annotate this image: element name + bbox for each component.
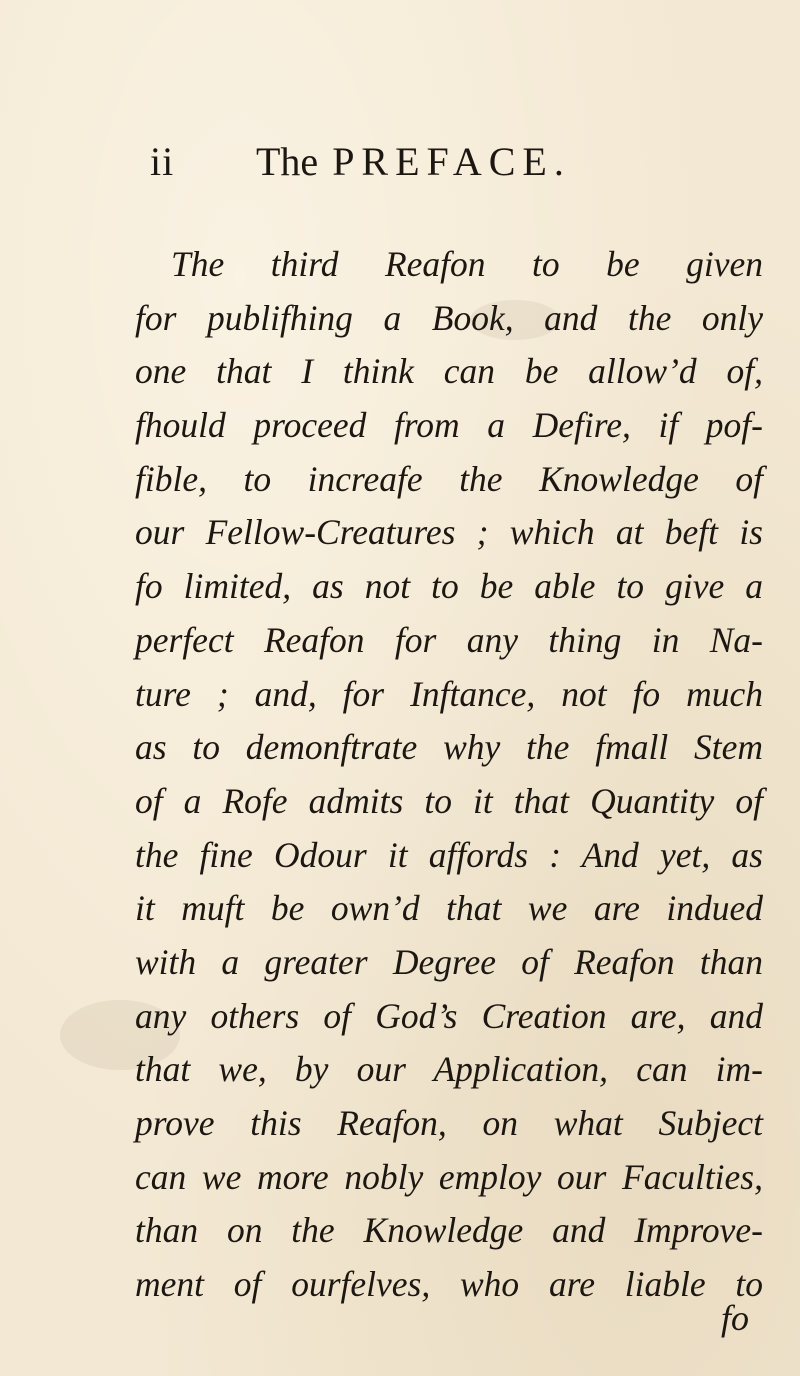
running-title-preface: PREFACE.	[332, 139, 571, 184]
page-number: ii	[150, 139, 175, 184]
text-line: The third Reafon to be given	[171, 244, 763, 284]
text-line: our Fellow-Creatures ; which at beft is	[135, 512, 763, 553]
text-line: fhould proceed from a Defire, if pof-	[135, 405, 763, 446]
text-line: it muft be own’d that we are indued	[135, 888, 763, 929]
text-line: one that I think can be allow’d of,	[135, 351, 763, 392]
running-title	[256, 139, 571, 184]
running-title-the: The	[256, 139, 319, 184]
text-line: than on the Knowledge and Improve-	[135, 1210, 763, 1251]
text-line: that we, by our Application, can im-	[135, 1049, 763, 1090]
text-line: the fine Odour it affords : And yet, as	[135, 834, 763, 875]
text-line: with a greater Degree of Reafon than	[135, 941, 763, 982]
catchword: fo	[721, 1298, 750, 1338]
text-line: can we more nobly employ our Faculties,	[135, 1156, 763, 1197]
text-line: ture ; and, for Inftance, not fo much	[135, 673, 763, 714]
text-line: perfect Reafon for any thing in Na-	[135, 619, 763, 660]
text-line: of a Rofe admits to it that Quantity of	[135, 780, 763, 821]
preface-body	[135, 238, 763, 1312]
running-header	[150, 139, 750, 192]
text-line: fo limited, as not to be able to give a	[135, 566, 763, 607]
text-line: prove this Reafon, on what Subject	[135, 1103, 763, 1143]
text-line: for publifhing a Book, and the only	[135, 297, 763, 338]
text-line: any others of God’s Creation are, and	[135, 995, 763, 1036]
text-line: ment of ourfelves, who are liable to	[135, 1264, 763, 1305]
text-line: fible, to increafe the Knowledge of	[135, 458, 763, 499]
text-line: as to demonftrate why the fmall Stem	[135, 727, 763, 768]
